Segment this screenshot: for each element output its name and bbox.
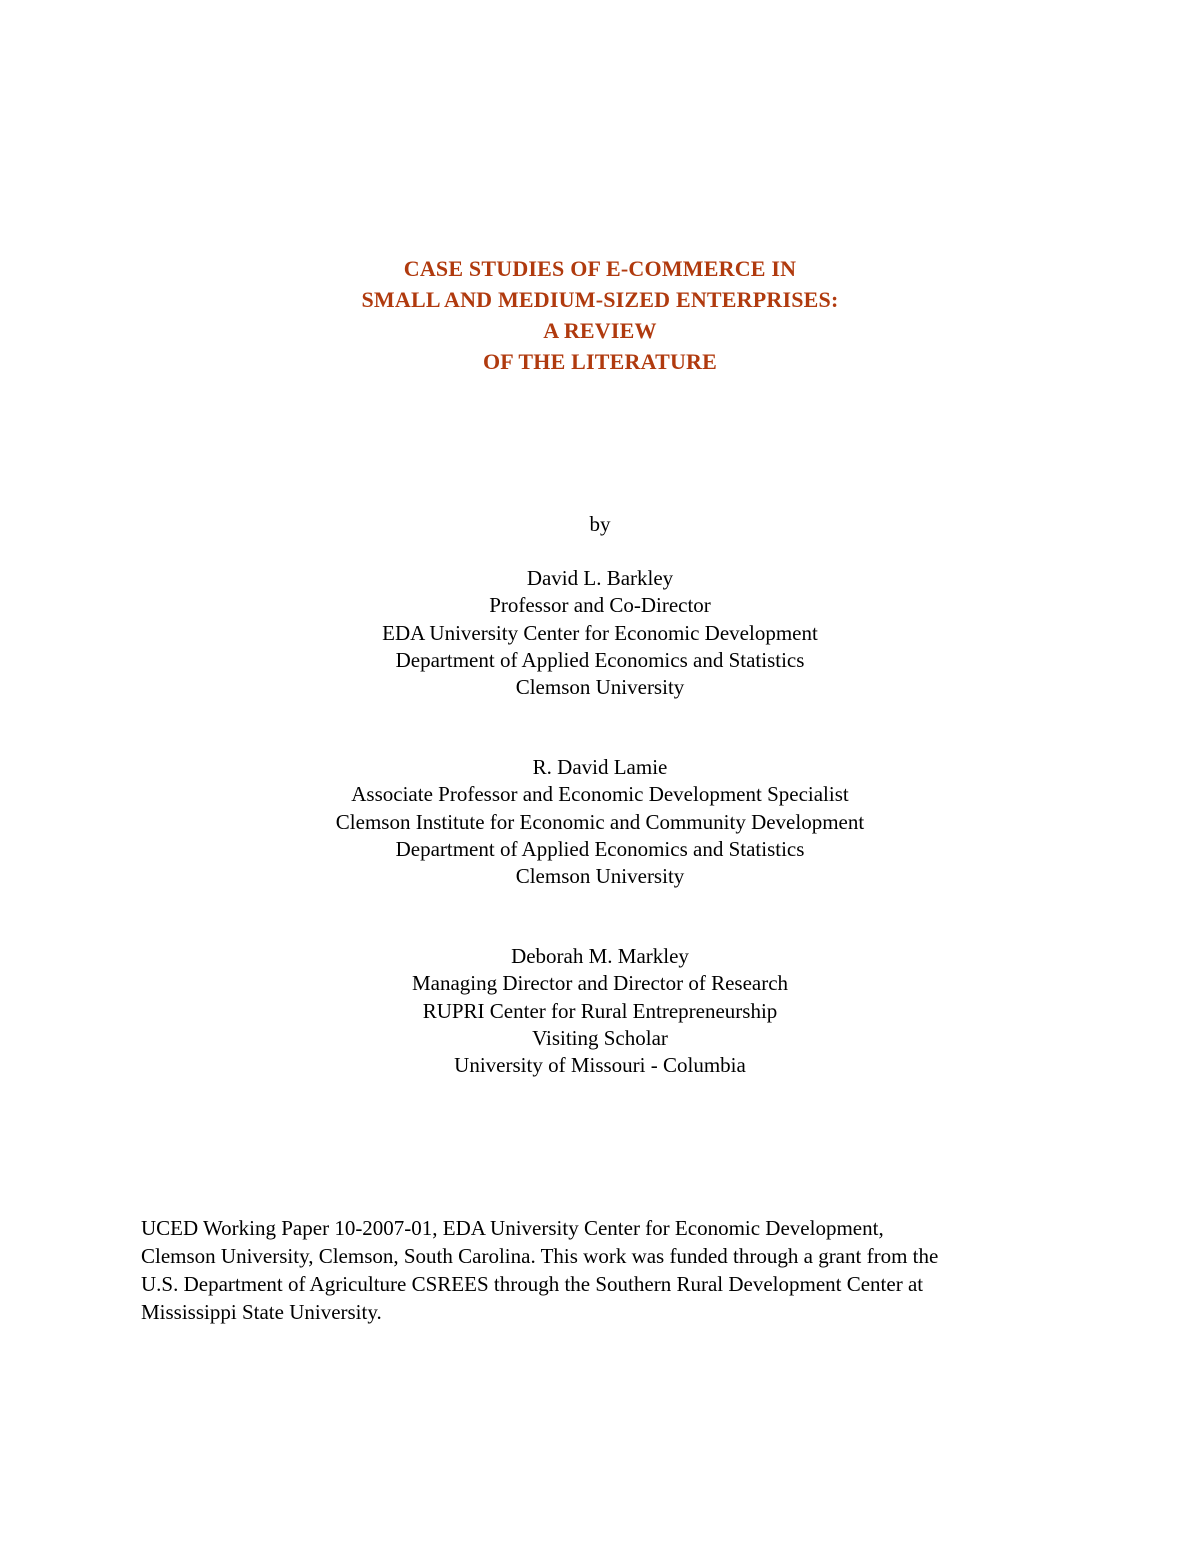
note-line: UCED Working Paper 10-2007-01, EDA University Center for Economic Development, (141, 1216, 884, 1240)
note-line: Clemson University, Clemson, South Carolina. This work was funded through a grant from the (141, 1244, 939, 1268)
author-affiliation-line: University of Missouri - Columbia (454, 1053, 746, 1078)
author-block-markley (0, 943, 1200, 1079)
working-paper-note (141, 1214, 1071, 1326)
author-affiliation-line: Professor and Co-Director (489, 593, 711, 618)
title-line: CASE STUDIES OF E-COMMERCE IN (403, 256, 797, 281)
author-affiliation-line: Visiting Scholar (532, 1025, 668, 1050)
author-name: R. David Lamie (532, 755, 668, 779)
by-label: by (589, 512, 611, 536)
author-affiliation-line: Clemson University (515, 675, 685, 700)
author-block-barkley (0, 565, 1200, 701)
title-line: OF THE LITERATURE (482, 349, 718, 374)
author-affiliation-line: EDA University Center for Economic Development (382, 620, 818, 645)
author-affiliation-line: Clemson Institute for Economic and Community Development (335, 809, 865, 834)
author-affiliation-line: Associate Professor and Economic Development Specialist (351, 782, 849, 807)
note-line: Mississippi State University. (141, 1300, 382, 1324)
author-name: David L. Barkley (526, 566, 674, 590)
author-affiliation-line: Managing Director and Director of Research (411, 971, 789, 996)
author-affiliation-line: Clemson University (515, 864, 685, 889)
title-line: SMALL AND MEDIUM-SIZED ENTERPRISES: (361, 287, 839, 312)
author-block-lamie (0, 754, 1200, 890)
document-title (0, 253, 1200, 377)
note-line: U.S. Department of Agriculture CSREES through the Southern Rural Development Center at (141, 1272, 924, 1296)
author-affiliation-line: RUPRI Center for Rural Entrepreneurship (422, 998, 778, 1023)
author-affiliation-line: Department of Applied Economics and Statistics (395, 836, 805, 861)
title-line: A REVIEW (543, 318, 657, 343)
author-affiliation-line: Department of Applied Economics and Statistics (395, 647, 805, 672)
author-name: Deborah M. Markley (511, 944, 689, 968)
